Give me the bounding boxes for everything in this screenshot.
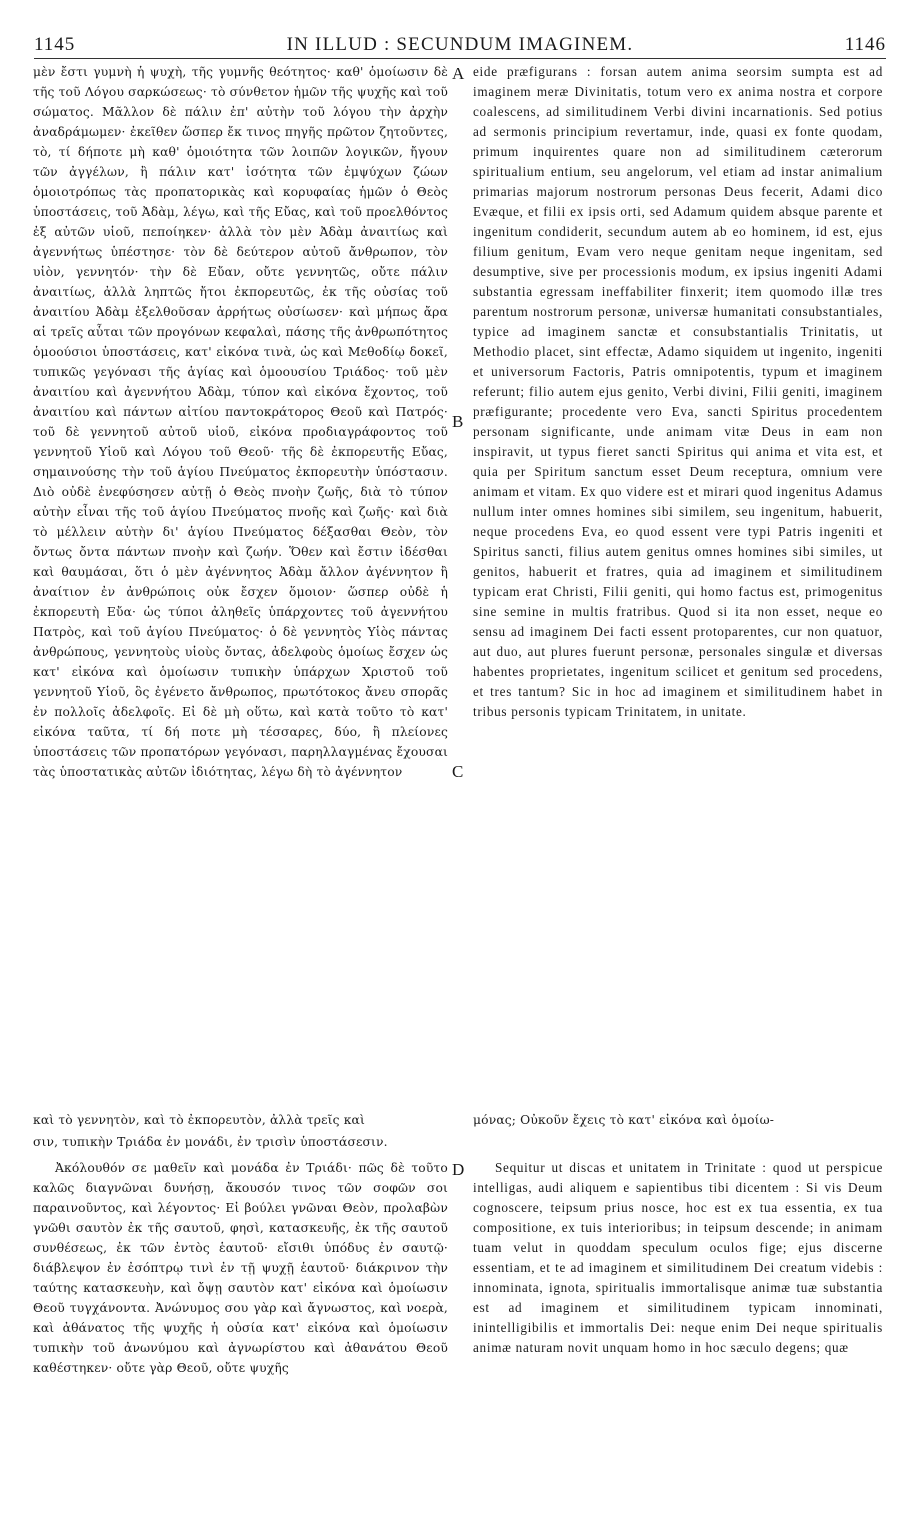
header-rule (34, 58, 886, 59)
shared-greek-line (33, 1110, 885, 1154)
page-number-left: 1145 (34, 34, 76, 55)
running-title: IN ILLUD : SECUNDUM IMAGINEM. (286, 34, 634, 55)
latin-column-bottom (473, 1158, 883, 1522)
greek-line-right: μόνας; Οὐκοῦν ἔχεις τὸ κατ' εἰκόνα καὶ ὁμοίω- (473, 1113, 775, 1127)
greek-column-bottom (33, 1158, 448, 1522)
greek-line-end: σιν, τυπικὴν Τριάδα ἐν μονάδι, ἐν τρισὶν ὑποστάσεσιν. (33, 1135, 388, 1149)
latin-paragraph-1: eide præfigurans : forsan autem anima seorsim sumpta est ad imaginem meræ Divinitatis, totum vero ex anima nostra et corpore coalescens, ad similitudinem Verbi divini incarnationis. Sed potius ad sermonis principium revertamur, inde, quasi ex fonte quodam, primum inquirentes quare non ad similitudinem cæterorum spiritualium entium, seu angelorum, vel etiam ad instar animalium primarias majorum nostrorum personas Deus fecerit, Adami dico Evæque, et filii ex ipsis orti, sed Adamum quidem absque parente et ingenitum condiderit, secundum autem ab eo hominem, id est, ejus filium genitum, Evam vero neque genitam neque ingenitam, sed desumptive, sive per processionis modum, ex ipsius ingeniti Adami substantia egressam ineffabiliter finxerit; item quomodo illæ tres parentum nostrorum personæ, universæ humanitati consubstantiales, typice ad imaginem sanctæ et consubstantialis Trinitatis, ut Methodio placet, sint effectæ, Adamo siquidem ut ingenito, ingeniti et universorum Factoris, Patris omnipotentis, typum et imaginem referunt; filio autem ejus genito, Verbi divini, Filii geniti, imaginem præfigurante; procedente vero Eva, sancti Spiritus procedentem personam significante, unde animam vitæ Deus in eam non inspiravit, ut typus fieret sancti Spiritus qui anima et vita est, et quia per Spiritum sanctum esset Deum receptura, omnium vere animam et vitam. Ex quo videre est et mirari quod ingenitus Adamus nullum inter omnes homines sibi similem, seu ingenitum, habuerit, neque procedens Eva, eo quod essent vere typi Patris ingeniti et Spiritus sancti, filius autem genitus omnes homines sibi similes, ut genitos, habuerit et fratres, quia ad imaginem et similitudinem typicam erat Christi, Filii geniti, qui homo factus est, primogenitus sine semine in multis fratribus. Quod si ita non esset, neque eo sensu ad imaginem Dei facti essent protoparentes, cur non quatuor, aut duo, aut plures fuerunt personæ, personales singulæ et diversas habentes proprietates, ingenitum scilicet et genitum sed procedens, et tres tantum? Sic in hoc ad imaginem et similitudinem habet in tribus personis typicam Trinitatem, in unitate. (473, 64, 883, 719)
margin-marker-d: D (452, 1160, 465, 1179)
page-number-right: 1146 (844, 34, 886, 55)
latin-column-top (473, 62, 883, 1132)
latin-paragraph-2: Sequitur ut discas et unitatem in Trinitate : quod ut perspicue intelligas, audi aliquem e sapientibus tibi dicentem : Si vis Deum cognoscere, teipsum prius nosce, hoc est ex tua essentia, ex tua compositione, ex tuis interioribus; in teipsum descende; in animam tuam velut in quoddam speculum oculos fige; ejus discerne essentiam, et te ad imaginem et similitudinem Dei creatum videbis : innominata, ignota, spiritualis immortalisque animæ tuæ substantia est ad imaginem et similitudinem typicam innominati, inintelligibilis et immortalis Dei: neque enim Dei neque spiritualis animæ naturam novit unquam homo in hoc sæculo degens; quæ (473, 1160, 883, 1355)
margin-marker-c: C (452, 762, 464, 781)
running-header (34, 34, 886, 56)
greek-paragraph-1: μὲν ἔστι γυμνὴ ἡ ψυχὴ, τῆς γυμνῆς θεότητος· καθ' ὁμοίωσιν δὲ τῆς τοῦ Λόγου σαρκώσεως· τὸ σύνθετον ἡμῶν τῆς ψυχῆς καὶ τοῦ σώματος. Μᾶλλον δὲ πάλιν ἐπ' αὐτὴν τοῦ λόγου τὴν ἀρχὴν ἀναδράμωμεν· ἐκεῖθεν ὥσπερ ἔκ τινος πηγῆς πρῶτον ζητοῦντες, τὸ, τί δήποτε μὴ καθ' ὁμοιότητα τῶν λοιπῶν λογικῶν, ἤγουν τῶν ἀγγέλων, ἢ πάλιν κατ' ἰσότητα τῶν ἐμψύχων ζώων ὁμοιοτρόπως τὰς προπατορικὰς καὶ κορυφαίας ἡμῶν ὁ Θεὸς ὑποστάσεις, τοῦ Ἀδὰμ, λέγω, καὶ τῆς Εὔας, καὶ τοῦ προελθόντος ἐξ αὐτῶν υἱοῦ, πεποίηκεν· ἀλλὰ τὸν μὲν Ἀδὰμ ἀναιτίως καὶ ἀγεννήτως ὑπέστησε· τὸν δὲ δεύτερον αὐτοῦ ἄνθρωπον, τὸν υἱὸν, γεννητόν· τὴν δὲ Εὔαν, οὔτε γεννητῶς, οὔτε πάλιν ἀναιτίως, ἀλλὰ ληπτῶς ἤτοι ἐκπορευτῶς, ἐκ τῆς οὐσίας τοῦ ἀναιτίου Ἀδὰμ ἐξελθοῦσαν ἀρρήτως οὐσίωσεν· καὶ μήπως ἄρα αἱ τρεῖς αὗται τῶν προγόνων κεφαλαὶ, πάσης τῆς ἀνθρωπότητος ὁμοούσιοι ὑποστάσεις, κατ' εἰκόνα τινὰ, ὡς καὶ Μεθοδίῳ δοκεῖ, τυπικῶς γεγόνασι τῆς ἁγίας καὶ ὁμοουσίου Τριάδος· τοῦ μὲν ἀναιτίου καὶ ἀγεννήτου Ἀδὰμ, τύπον καὶ εἰκόνα ἔχοντος, τοῦ ἀναιτίου καὶ πάντων αἰτίου παντοκράτορος Θεοῦ καὶ Πατρός· τοῦ δὲ γεννητοῦ αὐτοῦ υἱοῦ, εἰκόνα προδιαγράφοντος τοῦ γεννητοῦ Υἱοῦ καὶ Λόγου τοῦ Θεοῦ· τῆς δὲ ἐκπορευτῆς Εὔας, σημαινούσης τὴν τοῦ ἁγίου Πνεύματος ἐκπορευτὴν ὑπόστασιν. Διὸ οὐδὲ ἐνεφύσησεν αὐτῇ ὁ Θεὸς πνοὴν ζωῆς, διὰ τὸ τύπον αὐτὴν εἶναι τῆς τοῦ ἁγίου Πνεύματος πνοῆς καὶ ζωῆς· καὶ διὰ τὸ μέλλειν αὐτὴν δι' ἁγίου Πνεύματος δέξασθαι Θεὸν, τὸν ὄντως ὄντα πάντων πνοὴν καὶ ζωήν. Ὅθεν καὶ ἔστιν ἰδέσθαι καὶ θαυμάσαι, ὅτι ὁ μὲν ἀγέννητος Ἀδὰμ ἄλλον ἀγέννητον ἢ ἀναίτιον ἐν ἀνθρώποις οὐκ ἔσχεν ὅμοιον· ὥσπερ οὐδὲ ἡ ἐκπορευτὴ Εὔα· ὡς τύποι ἀληθεῖς ὑπάρχοντες τοῦ ἀγεννήτου Πατρὸς, καὶ τοῦ ἁγίου Πνεύματος· ὁ δὲ γεννητὸς Υἱὸς πάντας ἀνθρώπους, γεννητοὺς υἱοὺς ὄντας, ἀδελφοὺς ὁμοίως ἔσχεν ὡς κατ' εἰκόνα καὶ ὁμοίωσιν τυπικὴν ὑπάρχων Χριστοῦ τοῦ γεννητοῦ Υἱοῦ, ὃς ἐγένετο ἄνθρωπος, πρωτότοκος ἄνευ σπορᾶς ἐν πολλοῖς ἀδελφοῖς. Εἰ δὲ μὴ οὕτω, καὶ κατὰ τοῦτο τὸ κατ' εἰκόνα ταῦτα, τί δή ποτε μὴ τέσσαρες, δύο, ἢ πλείονες ὑποστάσεις τῶν προπατόρων γεγόνασι, παρηλλαγμένας ἔχουσαι τὰς ὑποστατικὰς αὐτῶν ἰδιότητας, λέγω δὴ τὸ ἀγέννητον (33, 65, 448, 779)
greek-column-top (33, 62, 448, 1152)
margin-marker-b: B (452, 412, 464, 431)
greek-line-left: καὶ τὸ γεννητὸν, καὶ τὸ ἐκπορευτὸν, ἀλλὰ τρεῖς καὶ (33, 1113, 365, 1127)
margin-marker-a: A (452, 64, 465, 83)
greek-paragraph-2: Ἀκόλουθόν σε μαθεῖν καὶ μονάδα ἐν Τριάδι· πῶς δὲ τοῦτο καλῶς διαγνῶναι δυνήσῃ, ἄκουσόν τινος τῶν σοφῶν σοι παραινοῦντος, καὶ λέγοντος· Εἰ βούλει γνῶναι Θεὸν, προλαβὼν γνῶθι σαυτὸν ἐκ τῆς σαυτοῦ, φησὶ, κατασκευῆς, ἐκ τῆς σαυτοῦ συνθέσεως, ἐκ τῶν ἐντὸς ἑαυτοῦ· εἴσιθι ὑπόδυς ἐν σαυτῷ· διάβλεψον ἐν ἐσόπτρῳ τινὶ ἐν τῇ ψυχῇ ἑαυτοῦ· διάκρινον τὴν ταύτης κατασκευὴν, καὶ ὄψῃ σαυτὸν κατ' εἰκόνα καὶ ὁμοίωσιν Θεοῦ τυγχάνοντα. Ἀνώνυμος σου γὰρ καὶ ἄγνωστος, καὶ νοερὰ, καὶ ἀθάνατος τῆς ψυχῆς ἡ οὐσία κατ' εἰκόνα καὶ ὁμοίωσιν τυπικὴν τοῦ ἀνωνύμου καὶ ἀγνωρίστου καὶ ἀθανάτου Θεοῦ καθέστηκεν· οὔτε γὰρ Θεοῦ, οὔτε ψυχῆς (33, 1161, 448, 1375)
